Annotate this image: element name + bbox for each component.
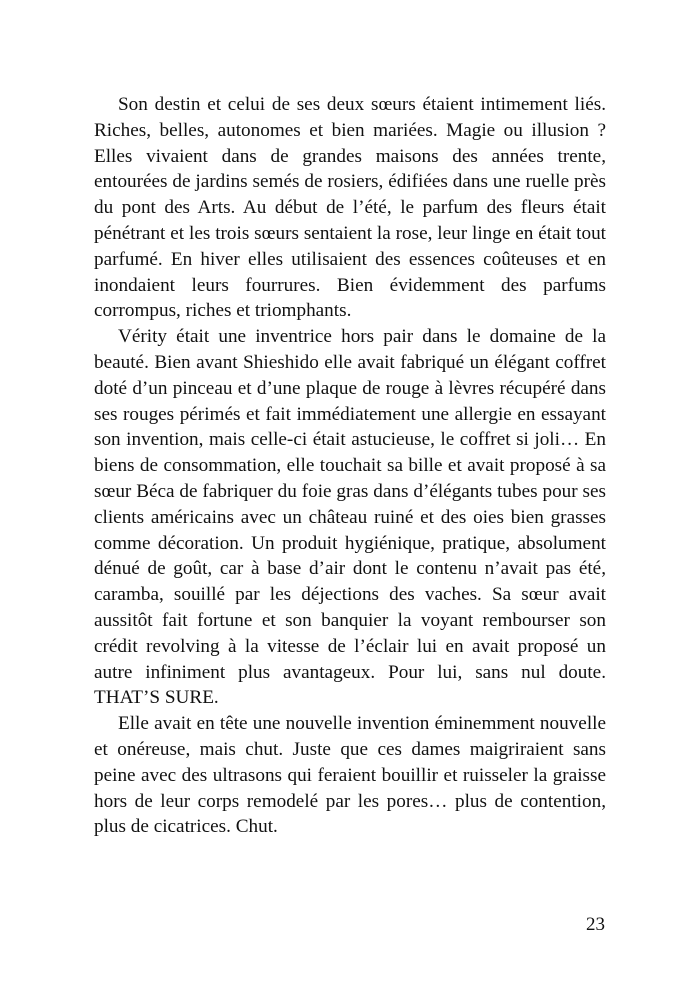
paragraph-3: Elle avait en tête une nouvelle invention éminemment nouvelle et onéreuse, mais chut. Juste que ces dames maigriraient sans peine avec des ultrasons qui feraient bouillir et ruisseler la graisse hors de leur corps remodelé par les pores… plus de contention, plus de cicatrices. Chut. bbox=[94, 713, 606, 838]
page-number: 23 bbox=[586, 914, 605, 935]
paragraph-2: Vérity était une inventrice hors pair dans le domaine de la beauté. Bien avant Shieshido elle avait fabriqué un élégant coffret doté d’un pinceau et d’une plaque de rouge à lèvres récupéré dans ses rouges périmés et fait immédiatement une allergie en essayant son invention, mais celle-ci était astucieuse, le coffret si joli… En biens de consommation, elle touchait sa bille et avait proposé à sa sœur Béca de fabriquer du foie gras dans d’élégants tubes pour ses clients américains avec un château ruiné et des oies bien grasses comme décoration. Un produit hygiénique, pratique, absolument dénué de goût, car à base d’air dont le contenu n’avait pas été, caramba, souillé par les déjections des vaches. Sa sœur avait aussitôt fait fortune et son banquier la voyant rembourser son crédit revolving à la vitesse de l’éclair lui en avait proposé un autre infiniment plus avantageux. Pour lui, sans nul doute. THAT’S SURE. bbox=[94, 326, 606, 709]
body-text bbox=[94, 92, 606, 840]
paragraph-1: Son destin et celui de ses deux sœurs étaient intimement liés. Riches, belles, autonomes et bien mariées. Magie ou illusion ? Elles vivaient dans de grandes maisons des années trente, entourées de jardins semés de rosiers, édifiées dans une ruelle près du pont des Arts. Au début de l’été, le parfum des fleurs était pénétrant et les trois sœurs sentaient la rose, leur linge en était tout parfumé. En hiver elles utilisaient des essences coûteuses et en inondaient leurs fourrures. Bien évidemment des parfums corrompus, riches et triomphants. bbox=[94, 94, 606, 322]
